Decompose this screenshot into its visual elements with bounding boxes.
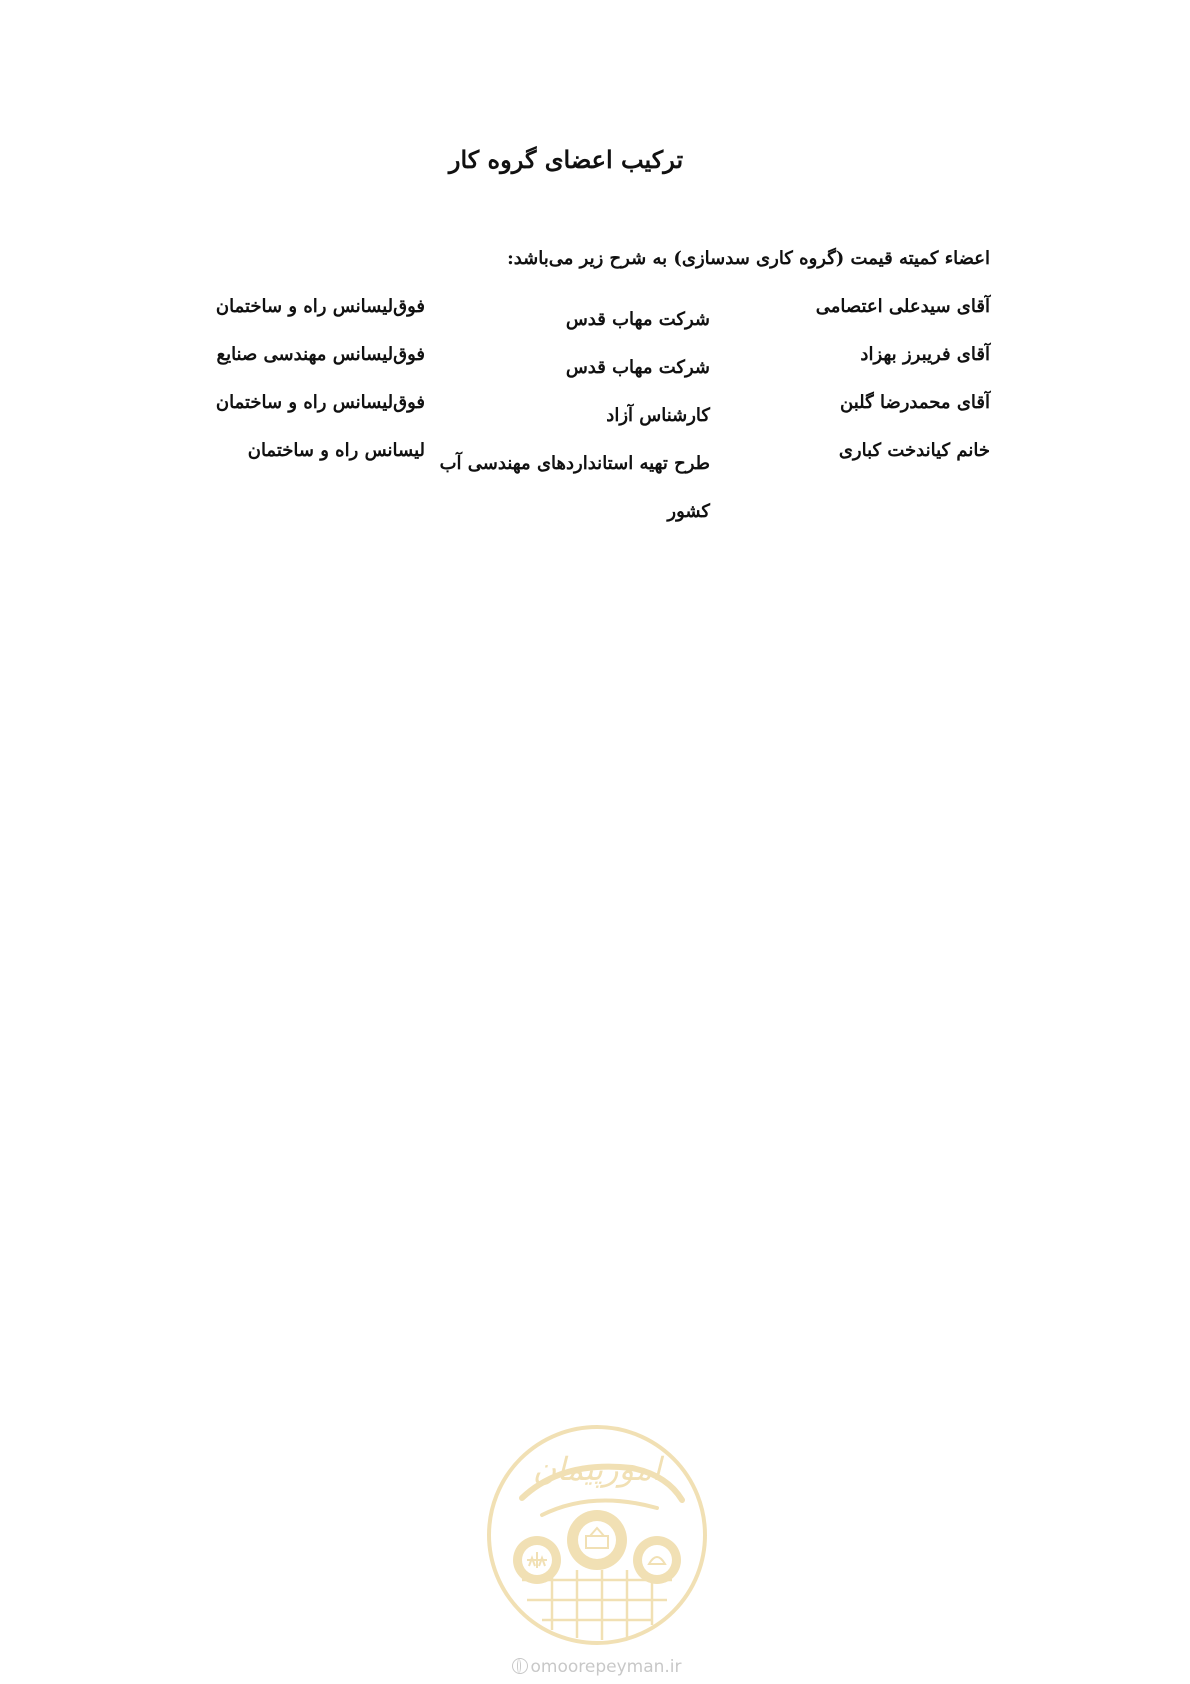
table-row: [200, 296, 990, 344]
member-name: آقای فریبرز بهزاد: [860, 344, 990, 365]
member-organization: کارشناس آزاد: [606, 405, 710, 426]
member-degree: فوق‌لیسانس راه و ساختمان: [215, 296, 425, 317]
member-name: خانم کیاندخت کباری: [838, 440, 990, 461]
member-degree: فوق‌لیسانس مهندسی صنایع: [216, 344, 425, 365]
watermark-logo-text: امورپیمان: [532, 1450, 662, 1488]
member-organization: شرکت مهاب قدس: [565, 357, 710, 378]
member-organization: طرح تهیه استانداردهای مهندسی آب کشور: [439, 453, 710, 522]
table-row: [200, 392, 990, 440]
page-title: ترکیب اعضای گروه کار: [448, 145, 684, 174]
member-degree: فوق‌لیسانس راه و ساختمان: [215, 392, 425, 413]
member-organization: شرکت مهاب قدس: [565, 309, 710, 330]
table-row: [200, 344, 990, 392]
member-name: آقای محمدرضا گلبن: [840, 392, 990, 413]
intro-text: اعضاء کمیته قیمت (گروه کاری سدسازی) به شرح زیر می‌باشد:: [507, 248, 990, 269]
watermark-logo: [482, 1420, 712, 1650]
globe-icon: [512, 1658, 528, 1674]
watermark-site: [492, 1657, 702, 1681]
members-table: [200, 296, 990, 536]
member-degree: لیسانس راه و ساختمان: [247, 440, 425, 461]
member-name: آقای سیدعلی اعتصامی: [815, 296, 990, 317]
table-row: [200, 440, 990, 536]
watermark-site-text: omoorepeyman.ir: [530, 1657, 682, 1677]
